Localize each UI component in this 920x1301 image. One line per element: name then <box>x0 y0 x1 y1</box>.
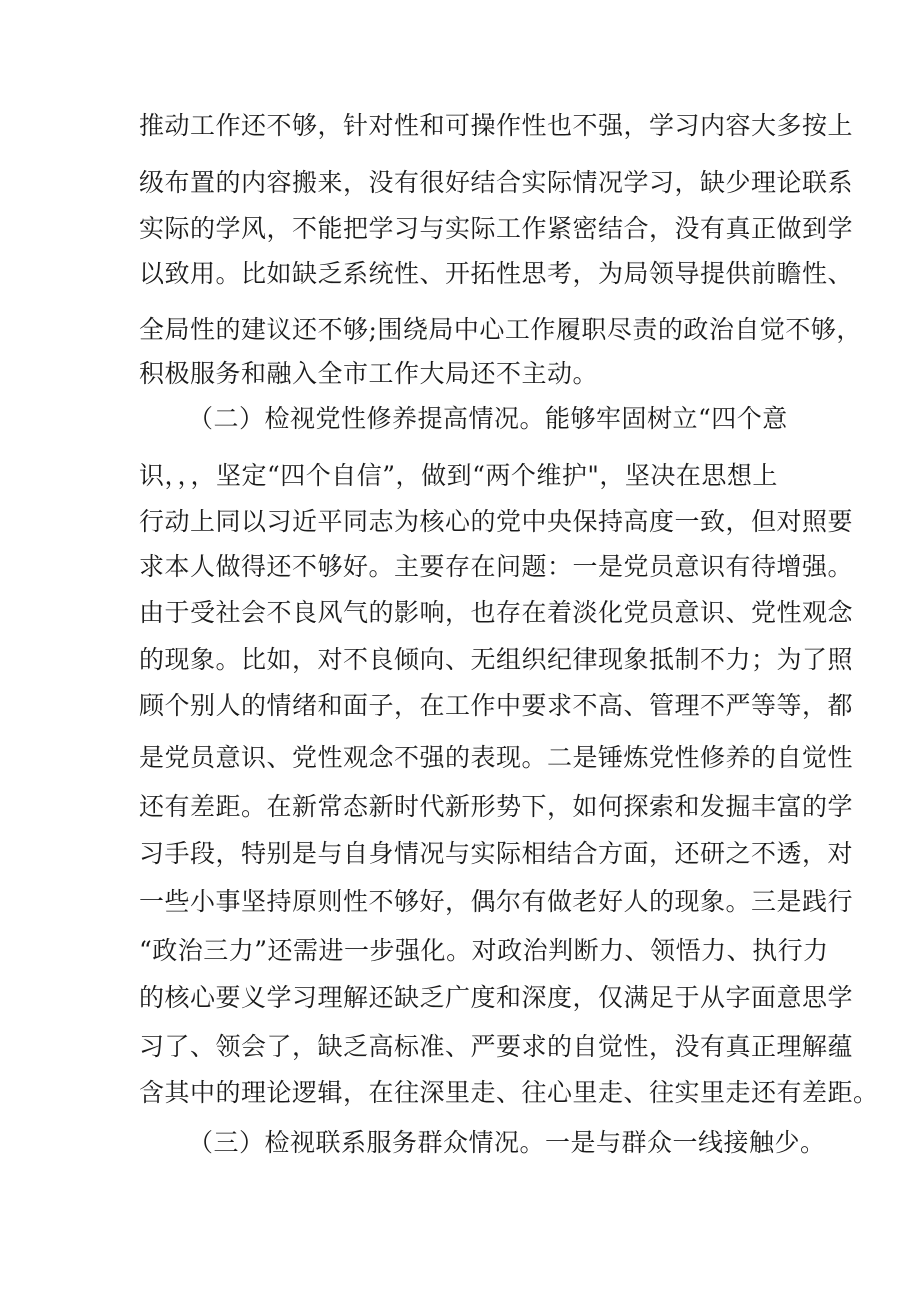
text-line: 求本人做得还不够好。主要存在问题：一是党员意识有待增强。 <box>139 552 854 581</box>
text-line: “政治三力”还需进一步强化。对政治判断力、领悟力、执行力 <box>139 936 829 965</box>
text-line: 实际的学风，不能把学习与实际工作紧密结合，没有真正做到学 <box>139 214 854 243</box>
text-line: 推动工作还不够，针对性和可操作性也不强，学习内容大多按上 <box>139 111 854 140</box>
text-line: 是党员意识、党性观念不强的表现。二是锤炼党性修养的自觉性 <box>139 743 854 772</box>
text-line: 以致用。比如缺乏系统性、开拓性思考，为局领导提供前瞻性、 <box>139 259 854 288</box>
text-line: 含其中的理论逻辑，在往深里走、往心里走、往实里走还有差距。 <box>139 1078 879 1107</box>
text-line: 习手段，特别是与自身情况与实际相结合方面，还研之不透，对 <box>139 839 854 868</box>
text-line: 由于受社会不良风气的影响，也存在着淡化党员意识、党性观念 <box>139 598 854 627</box>
text-line: 识，，，坚定“四个自信”，做到“两个维护"，坚决在思想上 <box>139 461 778 490</box>
text-line: 习了、领会了，缺乏高标准、严要求的自觉性，没有真正理解蕴 <box>139 1032 854 1061</box>
text-line: 积极服务和融入全市工作大局还不主动。 <box>139 359 599 388</box>
text-line: 还有差距。在新常态新时代新形势下，如何探索和发掘丰富的学 <box>139 792 854 821</box>
text-line: 的核心要义学习理解还缺乏广度和深度，仅满足于从字面意思学 <box>139 983 854 1012</box>
text-line: 行动上同以习近平同志为核心的党中央保持高度一致，但对照要 <box>139 507 854 536</box>
paragraph-heading: （三）检视联系服务群众情况。一是与群众一线接触少。 <box>188 1128 826 1157</box>
paragraph-heading: （二）检视党性修养提高情况。能够牢固树立“四个意 <box>188 404 788 433</box>
text-line: 顾个别人的情绪和面子，在工作中要求不高、管理不严等等，都 <box>139 691 854 720</box>
text-line: 一些小事坚持原则性不够好，偶尔有做老好人的现象。三是践行 <box>139 887 854 916</box>
text-line: 的现象。比如，对不良倾向、无组织纪律现象抵制不力；为了照 <box>139 645 854 674</box>
text-line: 级布置的内容搬来，没有很好结合实际情况学习，缺少理论联系 <box>139 168 854 197</box>
text-line: 全局性的建议还不够;围绕局中心工作履职尽责的政治自觉不够， <box>139 315 862 344</box>
